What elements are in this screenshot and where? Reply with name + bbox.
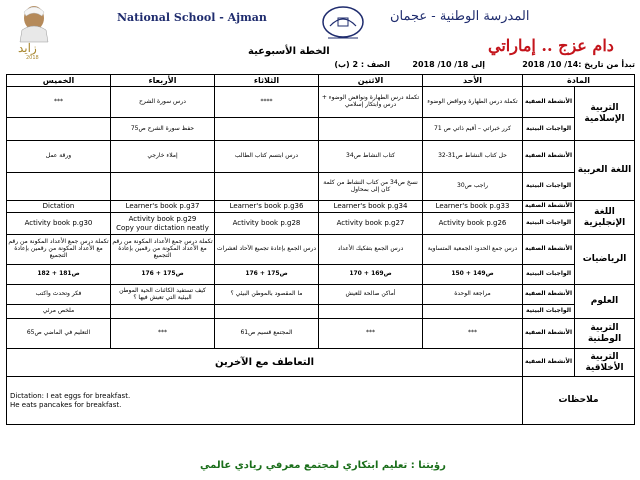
svg-text:زايد: زايد [18,41,37,55]
cell [319,305,423,319]
cell: Learner's book p.g34 [319,201,423,213]
table-row [7,285,635,305]
subject-english: اللغة الإنجليزية [575,201,635,235]
table-row [7,201,635,213]
header-tuesday: الثلاثاء [215,75,319,87]
cell [111,173,215,201]
cell: Learner's book p.g36 [215,201,319,213]
cell: ملخص مرئي [7,305,111,319]
table-row [7,213,635,235]
zayed-year-logo [4,2,54,60]
cell: Activity book p.g26 [423,213,523,235]
subject-moral: التربية الأخلاقية [575,349,635,377]
cell: *** [319,319,423,349]
cell: كتاب النشاط ص34 [319,141,423,173]
cell [7,118,111,141]
cell [111,305,215,319]
type-class: الأنشطة الصفية [523,141,575,173]
table-row [7,141,635,173]
cell: راجب ص30 [423,173,523,201]
header-wednesday: الأربعاء [111,75,215,87]
weekly-plan-table [6,74,635,425]
motto: دام عزج .. إماراتي [488,36,614,55]
cell [215,118,319,141]
cell: تكملة درس جمع الأعداد المكونة من رقم مع الأعداد المكونة من رقمين بإعادة التجميع [7,235,111,265]
table-row [7,173,635,201]
cell [215,305,319,319]
subject-national: التربية الوطنية [575,319,635,349]
plan-meta [255,60,635,72]
header-monday: الاثنين [319,75,423,87]
cell: كيف تستفيد الكائنات الحية الموطن البيئية التي تعيش فيها ؟ [111,285,215,305]
table-row [7,118,635,141]
cell: *** [7,87,111,118]
end-date: إلى 18/ 10/ 2018 [412,60,485,69]
cell: *** [423,319,523,349]
cell: ص175 + 176 [215,265,319,285]
cell [7,173,111,201]
table-row [7,235,635,265]
cell: ما المقصود بالموطن البيئي ؟ [215,285,319,305]
cell [423,305,523,319]
type-home: الواجبات البيتية [523,305,575,319]
cell: كرر خبراتي – أقيم ذاتي ص 71 [423,118,523,141]
cell: ص169 + 170 [319,265,423,285]
notes-line: Dictation: I eat eggs for breakfast. [10,392,131,401]
table-row [7,87,635,118]
cell: تكملة درس الطهارة ونواقض الوضوء [423,87,523,118]
header-subject: المادة [523,75,635,87]
type-home: الواجبات البيتية [523,265,575,285]
cell: Activity book p.g29 Copy your dictation neatly [111,213,215,235]
type-class: الأنشطة الصفية [523,201,575,213]
cell: حل كتاب النشاط ص31-32 [423,141,523,173]
cell: Learner's book p.g33 [423,201,523,213]
cell: المجتمع قسيم ص61 [215,319,319,349]
table-row [7,305,635,319]
cell: أماكن صالحة للعيش [319,285,423,305]
svg-text:2018: 2018 [26,55,39,60]
plan-title: الخطة الأسبوعية [248,46,330,57]
type-class: الأنشطة الصفية [523,285,575,305]
subject-math: الرياضيات [575,235,635,285]
school-name-english: National School - Ajman [117,11,267,24]
type-class: الأنشطة الصفية [523,87,575,118]
cell [215,173,319,201]
type-class: الأنشطة الصفية [523,235,575,265]
start-date: تبدأ من تاريخ :14/ 10/ 2018 [522,60,635,69]
school-name-arabic: المدرسة الوطنية - عجمان [390,9,530,24]
cell: حفظ سورة الشرح ص75 [111,118,215,141]
cell: فكر وتحدث واكتب [7,285,111,305]
table-row [7,265,635,285]
type-home: الواجبات البيتية [523,118,575,141]
cell: Activity book p.g30 [7,213,111,235]
cell: درس الجمع بإعادة تجميع الآحاد لعشرات [215,235,319,265]
header-thursday: الخميس [7,75,111,87]
cell: ص181 + 182 [7,265,111,285]
cell: Activity book p.g28 [215,213,319,235]
notes-label: ملاحظات [523,377,635,425]
cell: *** [111,319,215,349]
grade-label: الصف : 2 (ب) [334,60,390,69]
moral-class-cell: التعاطف مع الآخرين [7,349,523,377]
type-home: الواجبات البيتية [523,213,575,235]
cell: التعليم في الماضي ص65 [7,319,111,349]
cell: Activity book p.g27 [319,213,423,235]
cell: ص175 + 176 [111,265,215,285]
cell: Learner's book p.g37 [111,201,215,213]
table-row [7,377,635,425]
subject-science: العلوم [575,285,635,319]
header-sunday: الأحد [423,75,523,87]
notes-line: He eats pancakes for breakfast. [10,400,122,409]
cell [319,118,423,141]
table-row [7,349,635,377]
cell: إملاء خارجي [111,141,215,173]
vision-statement: رؤيتنا : تعليم ابتكاري لمجتمع معرفي ريادي عالمي [200,460,446,471]
cell: درس الجمع بتفكيك الأعداد [319,235,423,265]
cell: درس ابتسم كتاب الطالب [215,141,319,173]
cell: تكملة درس جمع الأعداد المكونة من رقم مع الأعداد المكونة من رقمين بإعادة التجميع [111,235,215,265]
notes-content [7,377,523,425]
type-class: الأنشطة الصفية [523,319,575,349]
cell: **** [215,87,319,118]
type-home: الواجبات البيتية [523,173,575,201]
type-class: الأنشطة الصفية [523,349,575,377]
table-header-row [7,75,635,87]
school-emblem [318,4,368,44]
table-row [7,319,635,349]
cell: Dictation [7,201,111,213]
cell: درس سورة الشرح [111,87,215,118]
cell: مراجعة الوحدة [423,285,523,305]
subject-islamic: التربية الإسلامية [575,87,635,141]
cell: درس جمع الحدود الجمعية المتساوية [423,235,523,265]
subject-arabic: اللغة العربية [575,141,635,201]
cell: نسخ ص34 من كتاب النشاط من كلمة كان إلى بمحاول [319,173,423,201]
cell: ورقة عمل [7,141,111,173]
cell: ص149 + 150 [423,265,523,285]
cell: تكملة درس الطهارة ونواقض الوضوء + درس وابتكار إسلامي [319,87,423,118]
